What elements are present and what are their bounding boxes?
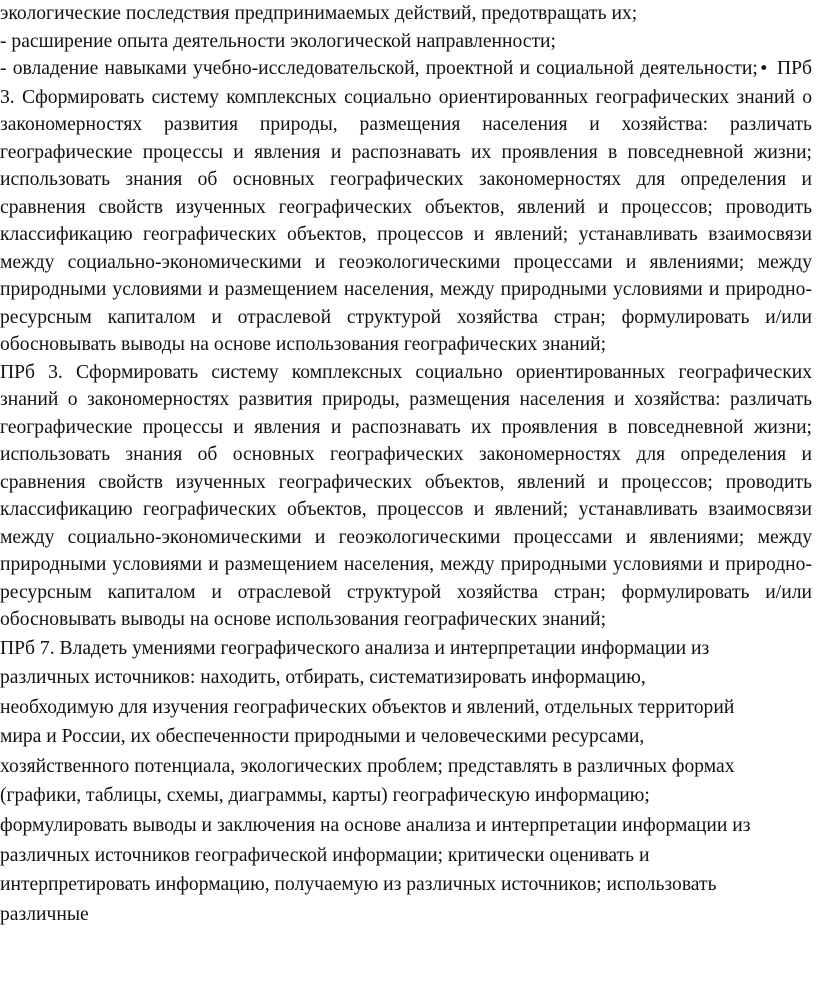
paragraph-1-text: ПРб 3. Сформировать систему комплексных социально ориентированных географических знаний о закономерностях развития природы, размещения населения и хозяйства: различать географические процессы и явления и распознавать их проявления в повседневной жизни; использовать знания об основных географических закономерностях для определения и сравнения свойств изученных географических объектов, явлений и процессов; проводить классификацию географических объектов, процессов и явлений; устанавливать взаимосвязи между социально-экономическими и геоэкологическими процессами и явлениями; между природными условиями и размещением населения, между природными условиями и природно-ресурсным капиталом и отраслевой структурой хозяйства стран; формулировать и/или обосновывать выводы на основе использования географических знаний; xyxy=(0,58,812,355)
text-line: различных источников: находить, отбирать, систематизировать информацию, xyxy=(0,667,646,689)
text-line: интерпретировать информацию, получаемую из различных источников; использовать xyxy=(0,874,717,896)
text-line: мира и России, их обеспеченности природными и человеческими ресурсами, xyxy=(0,726,645,748)
text-line: (графики, таблицы, схемы, диаграммы, карты) географическую информацию; xyxy=(0,785,650,807)
top-lines xyxy=(0,0,812,55)
paragraph-1 xyxy=(0,55,812,359)
paragraph-3 xyxy=(0,634,812,930)
text-line: необходимую для изучения географических объектов и явлений, отдельных территорий xyxy=(0,696,735,718)
text-line: различные xyxy=(0,903,89,925)
paragraph-2: ПРб 3. Сформировать систему комплексных социально ориентированных географических знаний о закономерностях развития природы, размещения населения и хозяйства: различать географические процессы и явления и распознавать их проявления в повседневной жизни; использовать знания об основных географических закономерностях для определения и сравнения свойств изученных географических объектов, явлений и процессов; проводить классификацию географических объектов, процессов и явлений; устанавливать взаимосвязи между социально-экономическими и геоэкологическими процессами и явлениями; между природными условиями и размещением населения, между природными условиями и природно-ресурсным капиталом и отраслевой структурой хозяйства стран; формулировать и/или обосновывать выводы на основе использования географических знаний; xyxy=(0,361,812,630)
text-line: экологические последствия предпринимаемых действий, предотвращать их; xyxy=(0,3,638,24)
text-line: различных источников географической информации; критически оценивать и xyxy=(0,844,650,866)
text-line: формулировать выводы и заключения на основе анализа и интерпретации информации из xyxy=(0,815,751,837)
text-line: - расширение опыта деятельности экологической направленности; xyxy=(0,30,556,52)
text-line: ПРб 7. Владеть умениями географического анализа и интерпретации информации из xyxy=(0,637,710,659)
paragraph-1-prefix: - овладение навыками учебно-исследовательской, проектной и социальной деятельности; xyxy=(0,58,758,79)
bullet-icon: • xyxy=(758,59,769,79)
text-line: хозяйственного потенциала, экологических проблем; представлять в различных формах xyxy=(0,755,735,777)
